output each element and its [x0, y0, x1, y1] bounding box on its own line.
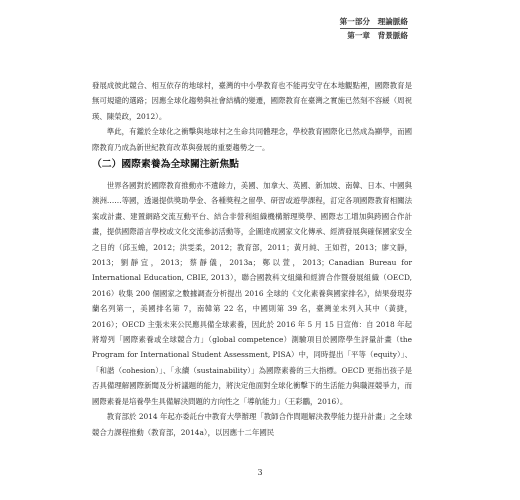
- section: [92, 151, 412, 440]
- paragraph: 準此，有鑑於全球化之衝擊與地球村之生命共同體理念，學校教育國際化已然成為顯學，而國際教育乃成為新世紀教育改革與發展的重要趨勢之一。: [92, 127, 412, 152]
- header-chapter-title: 第一章 背景脈絡: [347, 31, 408, 40]
- paragraph: 世界各國對於國際教育推動亦不遺餘力，美國、加拿大、英國、新加坡、南韓、日本、中國與澳洲……等國，透過提供獎助學金、各種獎程之留學、研習或遊學課程，訂定各項國際教育相關法案或計畫、建置網路交流互動平台、結合非營利組織機構辦理獎學、國際志工增加與跨國合作計畫，提供國際語言學校或文化交流參訪活動等，企圖達成國家文化傳承、經濟發展與確保國家安全之目的（邱玉蟾，2012；洪雯柔，2012；教育部，2011；黃月純、王如哲，2013；廖文靜，2013；劉靜宜，2013；蔡靜儀，2013a；鄭以萱，2013；Canadian Bureau for International Education, CBIE, 2013），聯合國教科文組織和經濟合作暨發展組織（OECD, 2016）收集 200 個國家之數據調查分析提出 2016 全球的《文化素養與國家排名》，結果發現芬蘭名列第一，美國排名第 7，南韓第 22 名，中國則第 39 名，臺灣並未列入其中（黃捷，2016）；OECD 主張未來公民應具備全球素養，因此於 2016 年 5 月 15 日宣佈：自 2018 年起將增列「國際素養或全球競合力」（global competence）測驗項目於國際學生評量計畫（the Program for International Student Assessment, PISA）中，同時提出「平等（equity）」、「和諧（cohesion）」、「永續（sustainability）」為國際素養的三大指標。OECD 更指出孩子是否具備理解國際新聞及分析議題的能力，將決定他面對全球化衝擊下的生活能力與職涯競爭力，而國際素養是培養學生具備解決問題的方向性之「導航能力」（王彩鸝，2016）。: [92, 181, 412, 406]
- body-text-top: [92, 78, 412, 155]
- paragraph: 教育部於 2014 年起亦委託台中教育大學辦理「教師合作問題解決教學能力提升計畫」之全球競合力課程推動（教育部，2014a），以因應十二年國民: [92, 412, 412, 437]
- paragraph-continued: 發展成彼此競合、相互依存的地球村，臺灣的中小學教育也不能再安守在本地觀點裡，國際教育是無可規避的選路；因應全球化趨勢與社會結構的變遷，國際教育在臺灣之實施已然刻不容緩（周祝瑛、陳榮政，2012）。: [92, 81, 412, 121]
- header-part-title: 第一部分 理論脈絡: [339, 17, 408, 26]
- page-number: 3: [257, 468, 263, 477]
- section-heading: （二）國際素養為全球關注新焦點: [92, 159, 239, 170]
- header-divider: [340, 28, 408, 29]
- running-header: [340, 16, 408, 41]
